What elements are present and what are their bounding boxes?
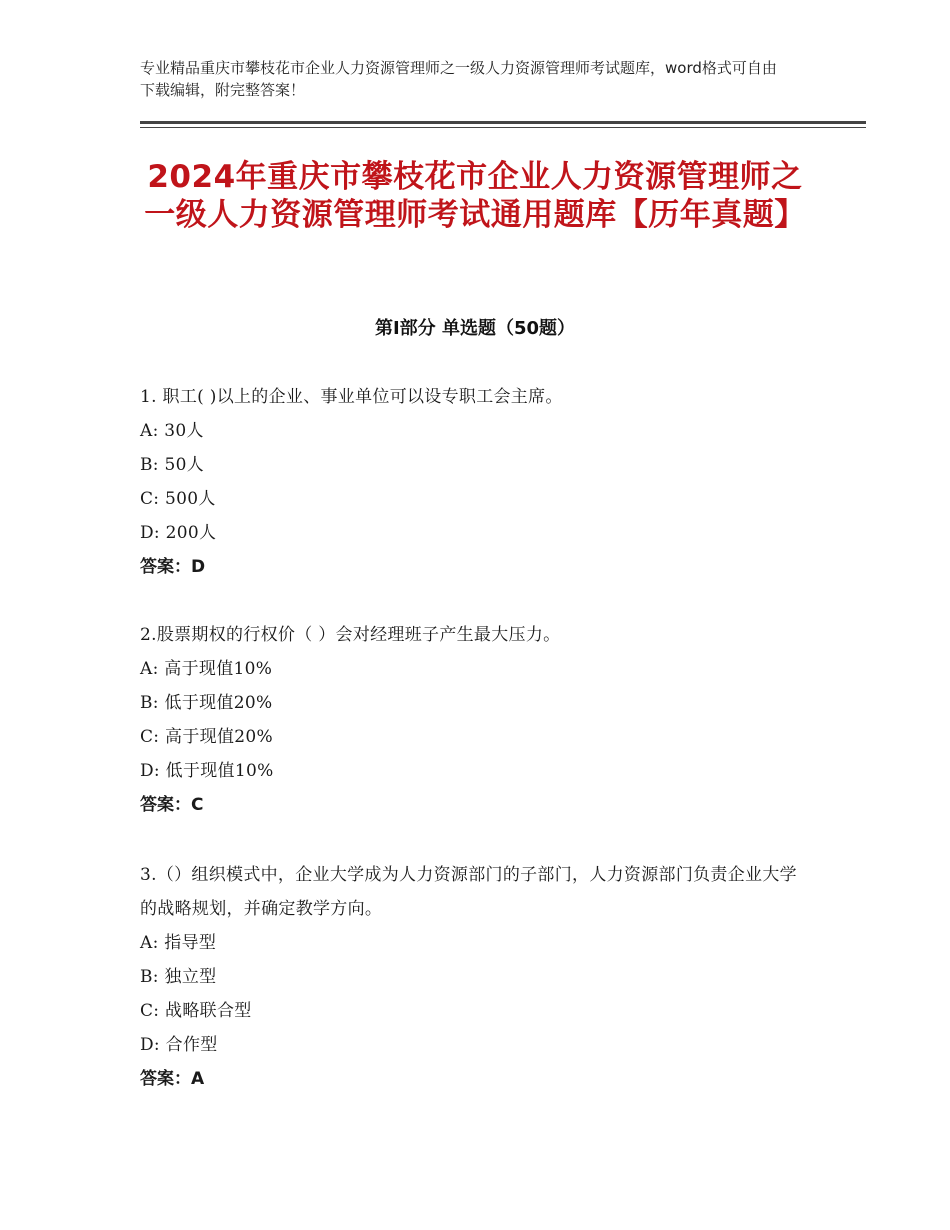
question-text: 1. 职工( )以上的企业、事业单位可以设专职工会主席。 xyxy=(140,387,563,407)
answer: 答案：A xyxy=(140,1069,205,1089)
option-a: A: 30人 xyxy=(140,421,204,441)
answer: 答案：C xyxy=(140,795,204,815)
option-d: D: 合作型 xyxy=(140,1035,218,1055)
question-3 xyxy=(140,858,800,1096)
question-text: 2.股票期权的行权价（ ）会对经理班子产生最大压力。 xyxy=(140,625,561,645)
section-title: 第Ⅰ部分 单选题（50题） xyxy=(374,318,575,339)
document-title: 2024年重庆市攀枝花市企业人力资源管理师之一级人力资源管理师考试通用题库【历年真题】 xyxy=(144,159,806,233)
question-2 xyxy=(140,618,800,822)
option-a: A: 指导型 xyxy=(140,933,217,953)
header-note: 专业精品重庆市攀枝花市企业人力资源管理师之一级人力资源管理师考试题库，word格式可自由下载编辑，附完整答案！ xyxy=(140,59,777,99)
option-b: B: 低于现值20% xyxy=(140,693,273,713)
option-b: B: 独立型 xyxy=(140,967,217,987)
question-1 xyxy=(140,380,800,584)
option-d: D: 低于现值10% xyxy=(140,761,274,781)
header-rule-thick xyxy=(140,121,866,124)
option-a: A: 高于现值10% xyxy=(140,659,273,679)
option-b: B: 50人 xyxy=(140,455,205,475)
answer: 答案：D xyxy=(140,557,206,577)
option-c: C: 战略联合型 xyxy=(140,1001,252,1021)
header-rule-thin xyxy=(140,127,866,128)
option-c: C: 高于现值20% xyxy=(140,727,273,747)
question-text: 3.（）组织模式中，企业大学成为人力资源部门的子部门，人力资源部门负责企业大学的战略规划，并确定教学方向。 xyxy=(140,865,797,919)
option-c: C: 500人 xyxy=(140,489,216,509)
option-d: D: 200人 xyxy=(140,523,217,543)
